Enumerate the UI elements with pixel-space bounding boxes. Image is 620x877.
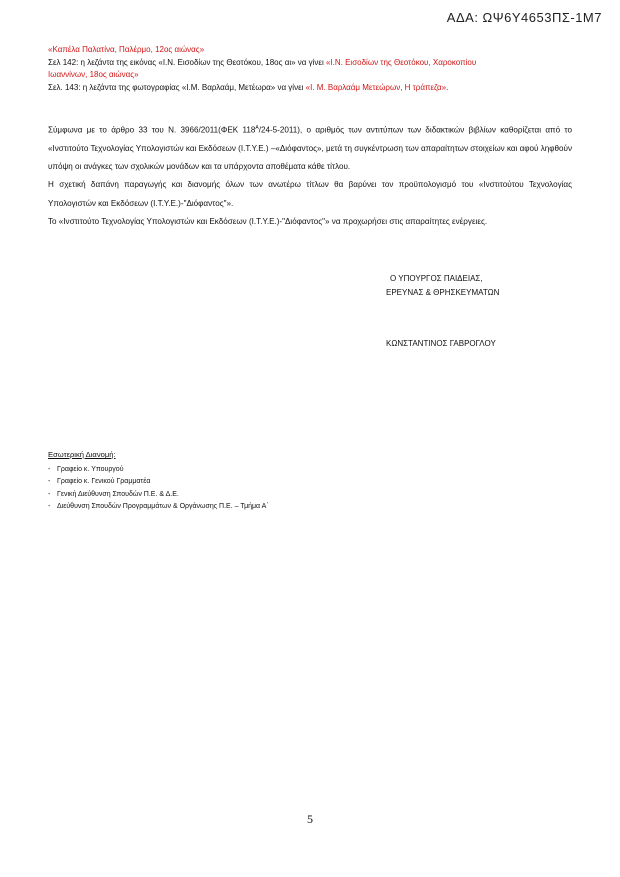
signature-title-2: ΕΡΕΥΝΑΣ & ΘΡΗΣΚΕΥΜΑΤΩΝ bbox=[386, 288, 500, 297]
correction-caption-line: «Καπέλα Παλατίνα, Παλέρμο, 12ος αιώνας» bbox=[48, 45, 205, 54]
body-text bbox=[48, 119, 572, 231]
ada-code: ΑΔΑ: ΩΨ6Υ4653ΠΣ-1Μ7 bbox=[446, 10, 602, 25]
distribution-title: Εσωτερική Διανομή: bbox=[48, 450, 116, 459]
correction-142-text: Σελ 142: η λεζάντα της εικόνας «Ι.Ν. Εισοδίων της Θεοτόκου, 18ος αι» να γίνει bbox=[48, 57, 326, 67]
distribution-item: - Διεύθυνση Σπουδών Προγραμμάτων & Οργάνωσης Π.Ε. – Τμήμα Α΄ bbox=[48, 501, 269, 513]
corrections-block bbox=[48, 44, 572, 94]
paragraph-article-33 bbox=[48, 119, 572, 176]
signature-title-1: Ο ΥΠΟΥΡΓΟΣ ΠΑΙΔΕΙΑΣ, bbox=[390, 274, 483, 283]
correction-page-143 bbox=[48, 82, 572, 95]
distribution-item: - Γραφείο κ. Γενικού Γραμματέα bbox=[48, 476, 269, 488]
paragraph-1-part-b: /24-5-2011), ο αριθμός των αντιτύπων των διδακτικών βιβλίων καθορίζεται από το «Ινστιτούτο Τεχνολογίας Υπολογιστών και Εκδόσεων (Ι.Τ.Υ.Ε.) –«Διόφαντος», μετά τη συγκέντρωση των απαραίτητων στοιχείων και αφού ληφθούν υπόψη οι ανάγκες των σχολικών μονάδων και τα υπάρχοντα αποθέματα κάθε τίτλου. bbox=[48, 125, 572, 172]
correction-page-142 bbox=[48, 57, 572, 70]
distribution-item: - Γραφείο κ. Υπουργού bbox=[48, 464, 269, 476]
signature-name: ΚΩΝΣΤΑΝΤΙΝΟΣ ΓΑΒΡΟΓΛΟΥ bbox=[386, 339, 496, 348]
correction-143-text: Σελ. 143: η λεζάντα της φωτογραφίας «Ι.Μ. Βαρλαάμ, Μετέωρα» να γίνει bbox=[48, 82, 306, 92]
paragraph-action: Το «Ινστιτούτο Τεχνολογίας Υπολογιστών και Εκδόσεων (Ι.Τ.Υ.Ε.)-"Διόφαντος"» να προχωρήσει στις απαραίτητες ενέργειες. bbox=[48, 216, 488, 226]
page-number: 5 bbox=[307, 812, 313, 826]
paragraph-expense: Η σχετική δαπάνη παραγωγής και διανομής όλων των ανωτέρω τίτλων θα βαρύνει τον προϋπολογισμό του «Ινστιτούτου Τεχνολογίας Υπολογιστών και Εκδόσεων (Ι.Τ.Υ.Ε.)-"Διόφαντος"». bbox=[48, 180, 572, 208]
correction-142-new-caption-cont: Ιωαννίνων, 18ος αιώνας» bbox=[48, 70, 139, 79]
correction-143-suffix: . bbox=[446, 82, 449, 92]
correction-143-new-caption: «Ι. Μ. Βαρλαάμ Μετεώρων, Η τράπεζα» bbox=[305, 82, 447, 92]
distribution-list bbox=[48, 464, 269, 513]
distribution-item: - Γενική Διεύθυνση Σπουδών Π.Ε. & Δ.Ε. bbox=[48, 489, 269, 501]
fek-superscript: Α bbox=[255, 125, 259, 131]
paragraph-1-part-a: Σύμφωνα με το άρθρο 33 του Ν. 3966/2011(ΦΕΚ 118 bbox=[48, 125, 256, 135]
correction-142-new-caption: «Ι.Ν. Εισοδίων της Θεοτόκου, Χαροκοπίου bbox=[325, 57, 477, 67]
